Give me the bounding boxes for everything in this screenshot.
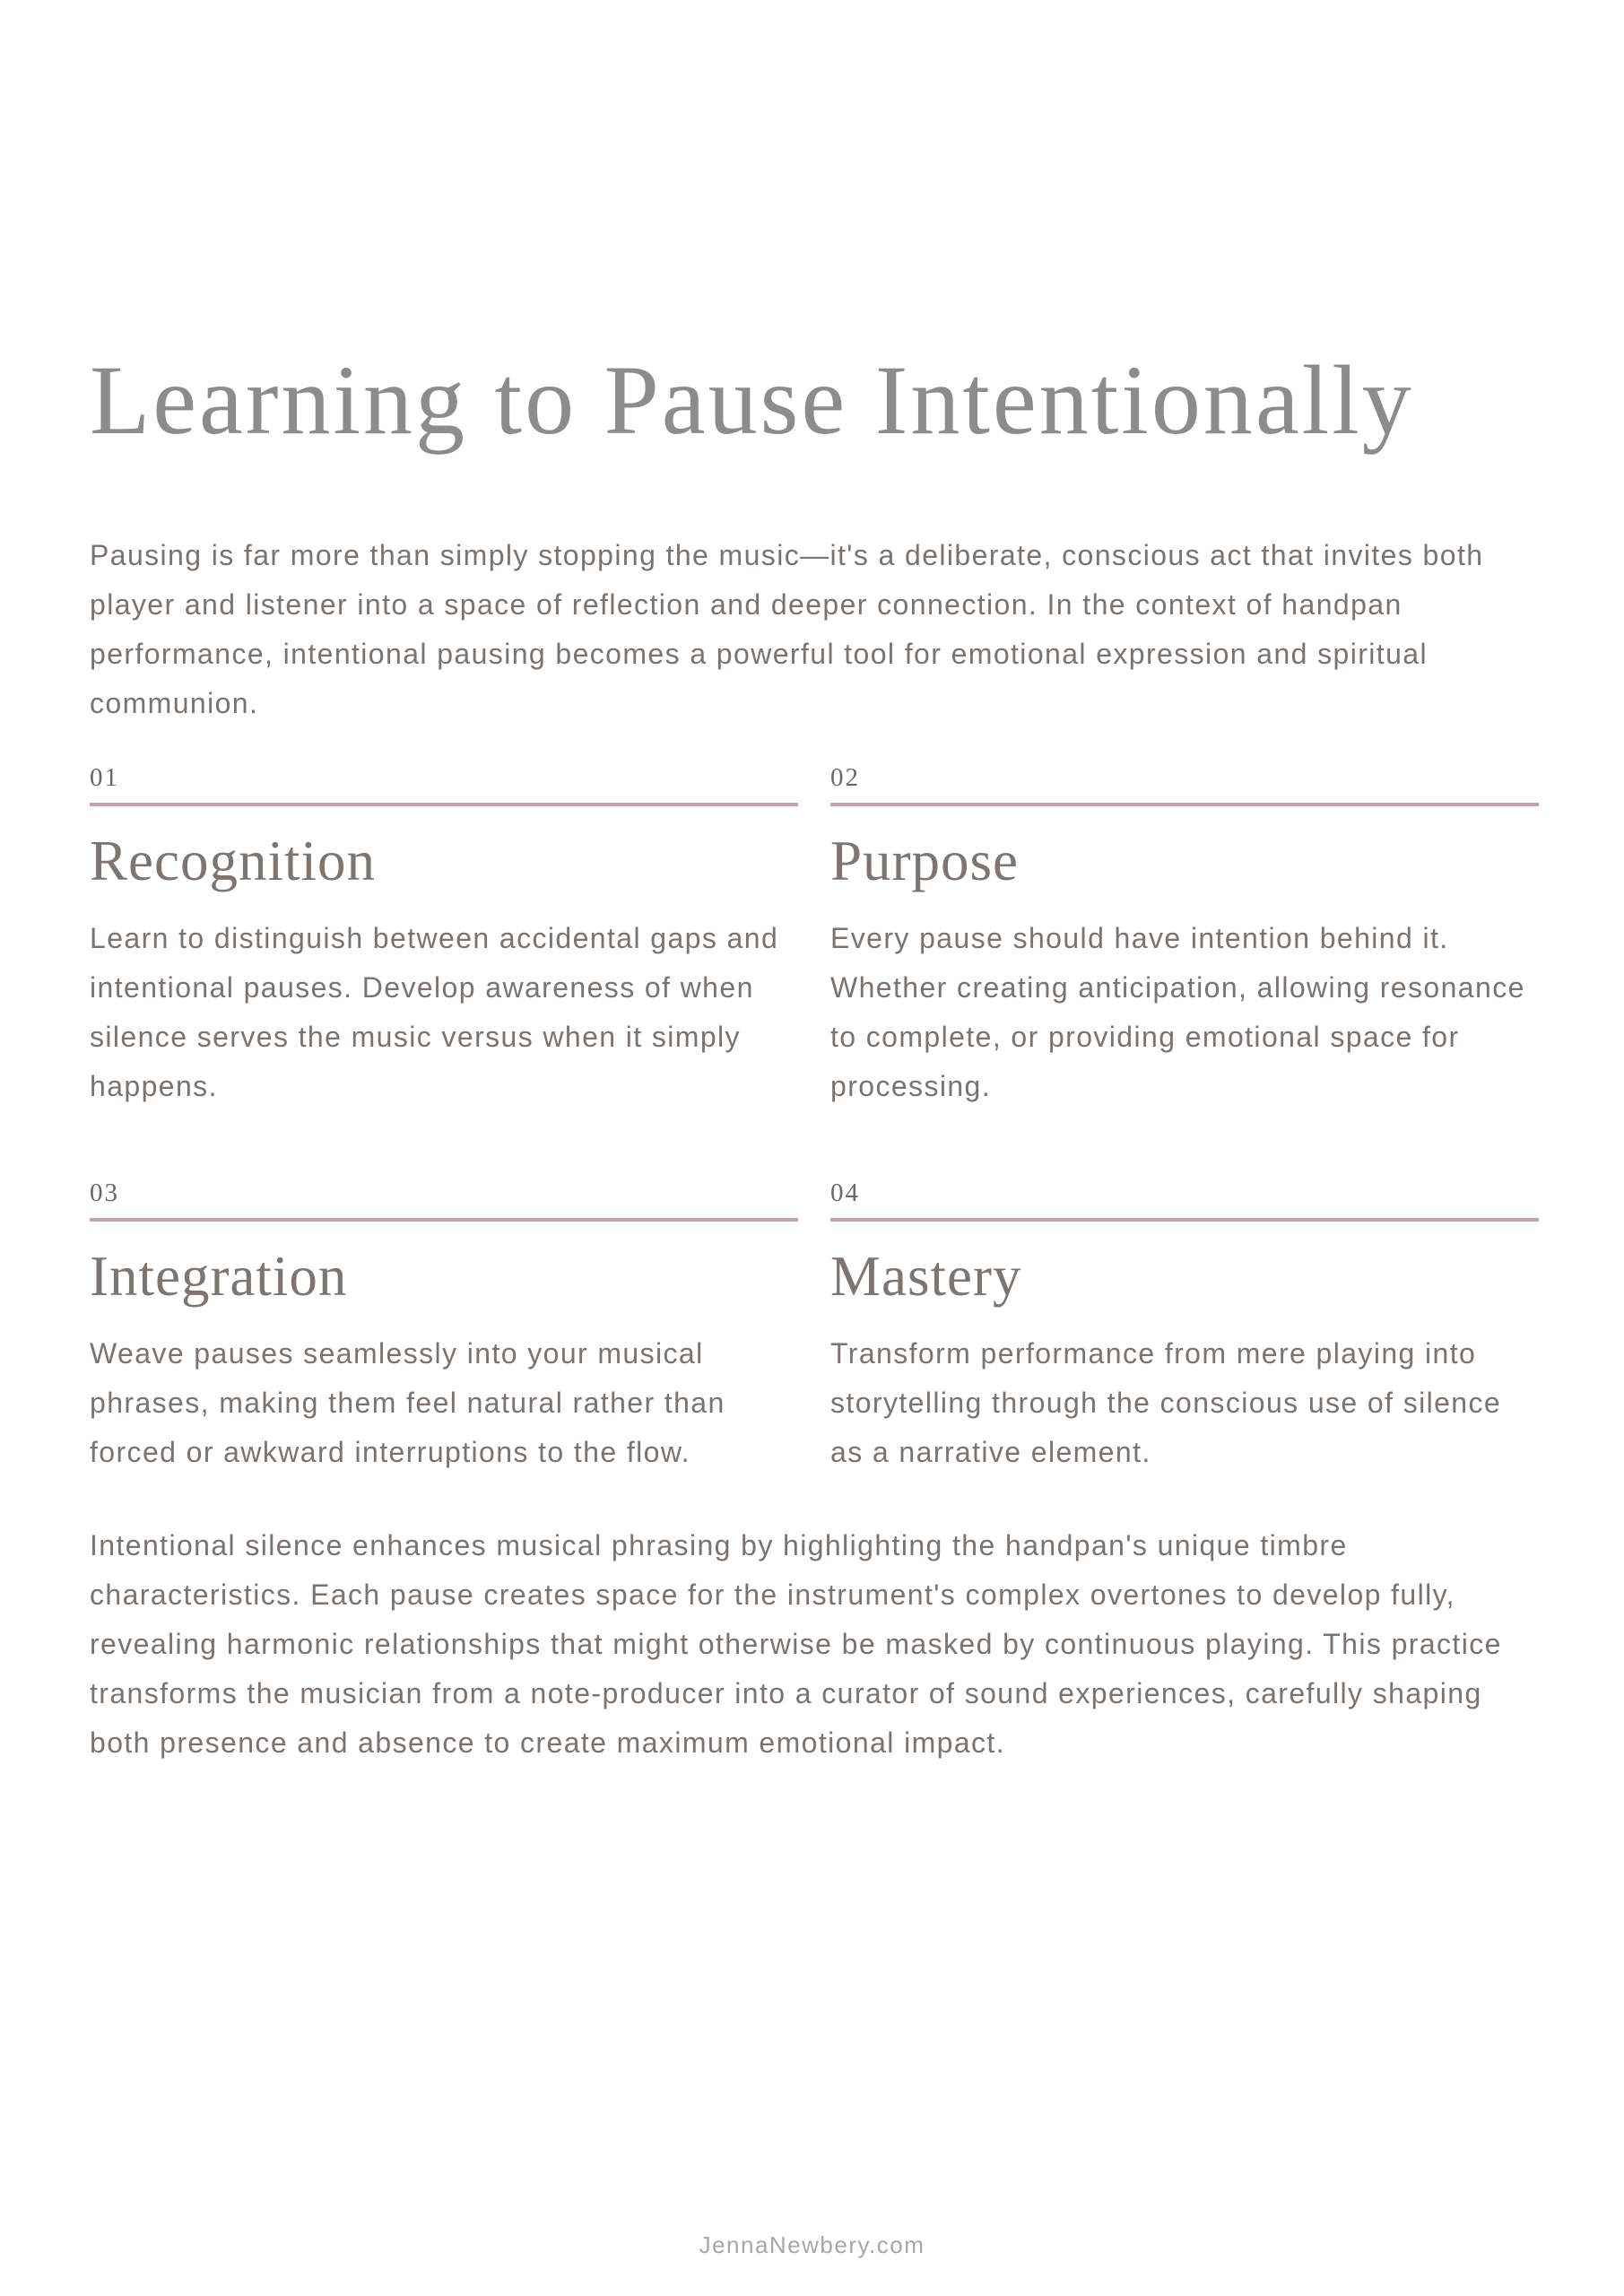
section-body: Every pause should have intention behind it. Whether creating anticipation, allowing resonance to complete, or providing emotional space for processing. bbox=[830, 922, 1525, 1102]
section-body: Weave pauses seamlessly into your musical phrases, making them feel natural rather than forced or awkward interruptions to the flow. bbox=[90, 1337, 725, 1468]
section-heading: Recognition bbox=[90, 830, 376, 892]
section-recognition bbox=[90, 762, 798, 1111]
section-purpose bbox=[830, 762, 1539, 1111]
section-heading: Mastery bbox=[830, 1245, 1022, 1308]
section-integration bbox=[90, 1178, 798, 1477]
intro-paragraph: Pausing is far more than simply stopping the music—it's a deliberate, conscious act that invites both player and listener into a space of reflection and deeper connection. In the context of handpan performance, intentional pausing becomes a powerful tool for emotional expression and spiritual communion. bbox=[90, 539, 1484, 719]
section-divider bbox=[90, 803, 798, 806]
section-heading: Purpose bbox=[830, 830, 1019, 892]
section-divider bbox=[830, 1218, 1539, 1222]
sections-grid bbox=[90, 762, 1539, 1477]
footer bbox=[0, 2231, 1624, 2258]
section-number: 03 bbox=[90, 1178, 119, 1207]
section-number: 02 bbox=[830, 763, 860, 792]
section-number: 01 bbox=[90, 763, 119, 792]
footer-site-text: JennaNewbery.com bbox=[699, 2231, 925, 2258]
section-body: Transform performance from mere playing into storytelling through the conscious use of silence as a narrative element. bbox=[830, 1337, 1502, 1468]
section-heading: Integration bbox=[90, 1245, 348, 1308]
section-mastery bbox=[830, 1178, 1539, 1477]
section-number: 04 bbox=[830, 1178, 860, 1207]
page-title: Learning to Pause Intentionally bbox=[90, 345, 1414, 455]
section-body: Learn to distinguish between accidental gaps and intentional pauses. Develop awareness of when silence serves the music versus when it simply happens. bbox=[90, 922, 779, 1102]
section-divider bbox=[90, 1218, 798, 1222]
closing-paragraph: Intentional silence enhances musical phrasing by highlighting the handpan's unique timbre characteristics. Each pause creates space for the instrument's complex overtones to develop fully, revealing harmonic relationships that might otherwise be masked by continuous playing. This practice transforms the musician from a note-producer into a curator of sound experiences, carefully shaping both presence and absence to create maximum emotional impact. bbox=[90, 1529, 1502, 1759]
section-divider bbox=[830, 803, 1539, 806]
